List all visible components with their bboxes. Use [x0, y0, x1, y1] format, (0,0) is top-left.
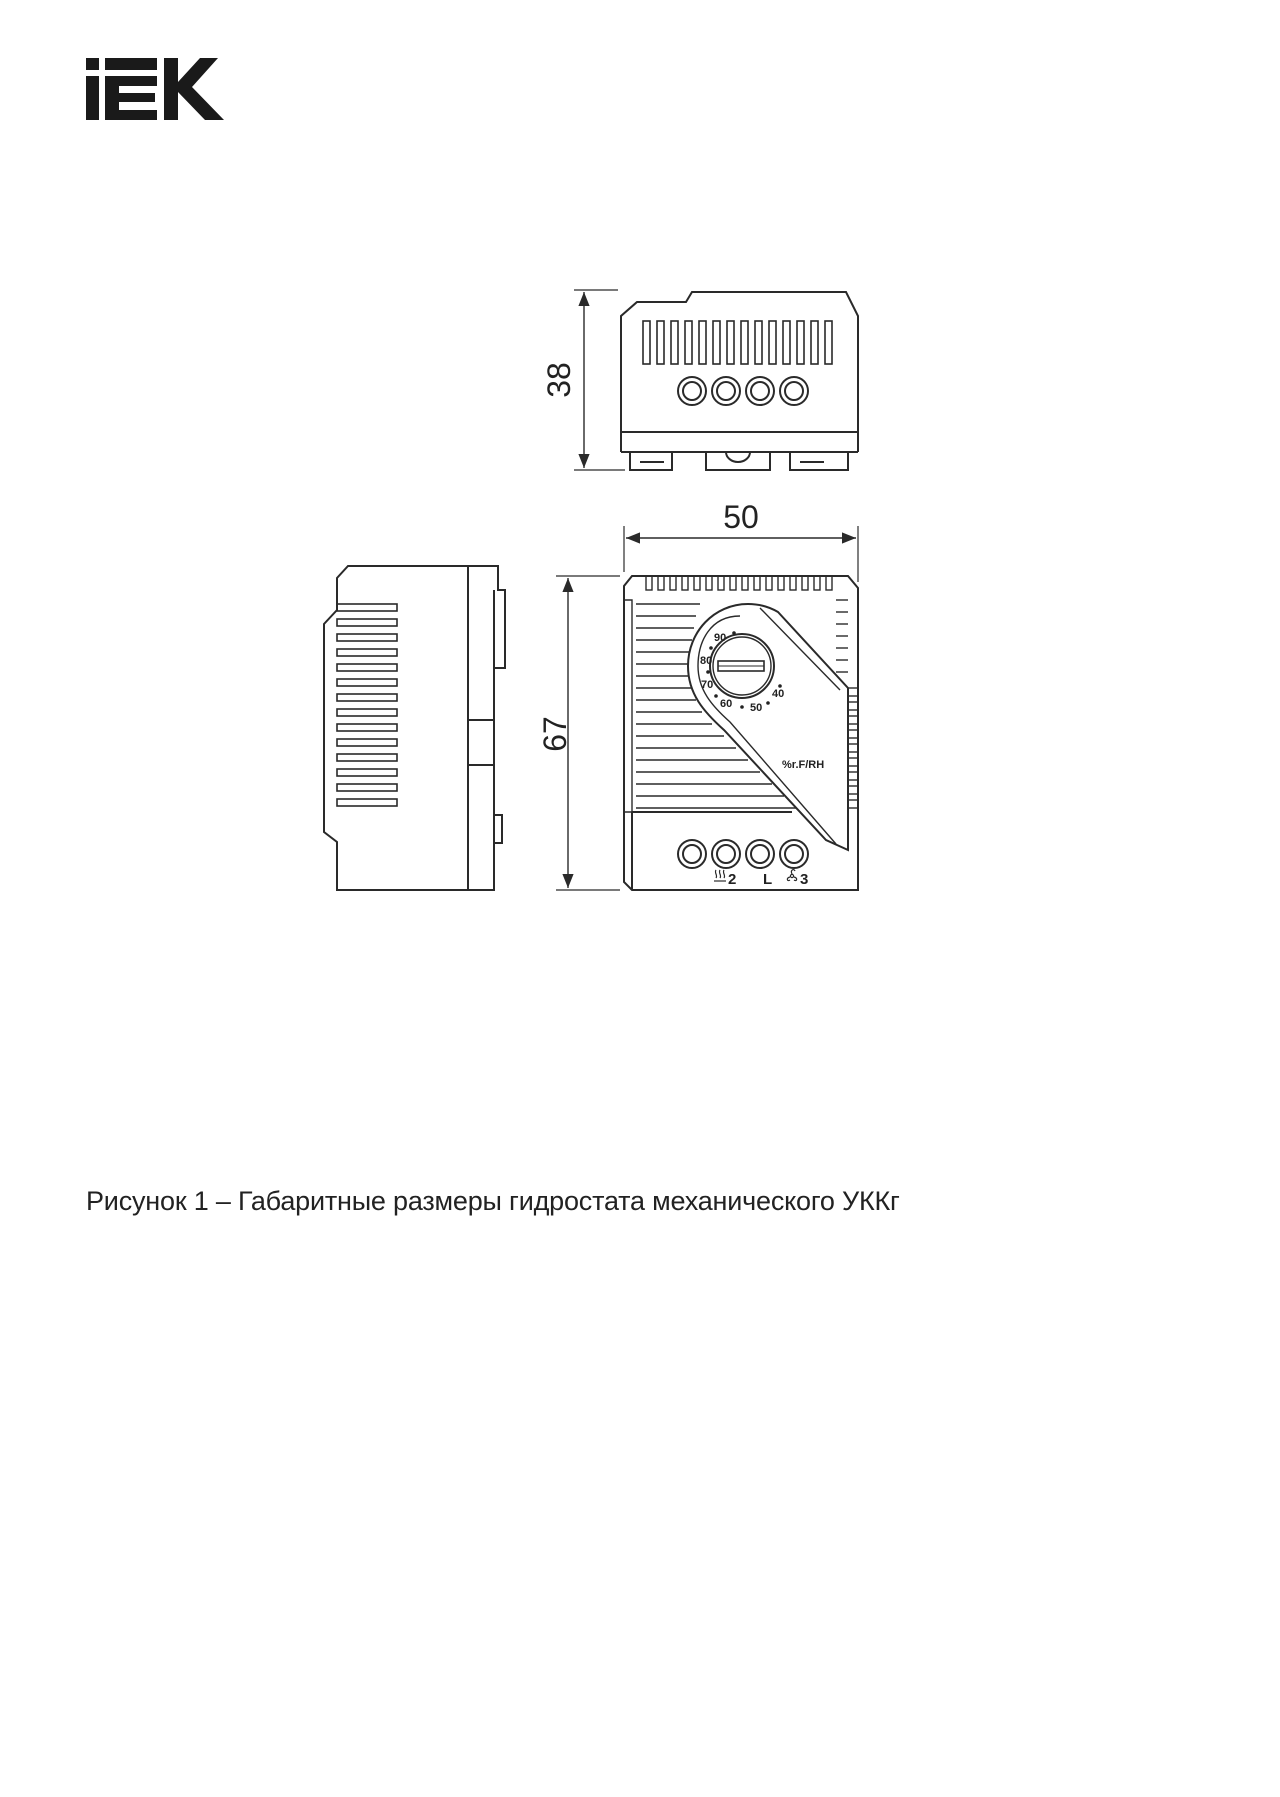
- unit-label: %r.F/RH: [782, 759, 825, 771]
- scale-label-50: 50: [750, 702, 763, 714]
- dimension-67: 67: [537, 716, 573, 752]
- front-view: [537, 499, 858, 890]
- scale-label-40: 40: [772, 688, 785, 700]
- top-view: [541, 290, 858, 470]
- side-view: [324, 566, 505, 890]
- scale-label-90: 90: [714, 632, 727, 644]
- terminal-label-3: 3: [800, 871, 809, 888]
- scale-label-60: 60: [720, 698, 733, 710]
- terminal-label-2: 2: [728, 871, 737, 888]
- dimension-38: 38: [541, 362, 577, 398]
- dimension-50: 50: [723, 499, 759, 535]
- heater-icon: [714, 870, 726, 881]
- scale-label-80: 80: [700, 655, 713, 667]
- terminal-label-l: L: [763, 871, 773, 888]
- scale-label-70: 70: [701, 679, 714, 691]
- fan-icon: [787, 870, 796, 881]
- figure-caption: Рисунок 1 – Габаритные размеры гидростата механического УККг: [86, 1186, 900, 1216]
